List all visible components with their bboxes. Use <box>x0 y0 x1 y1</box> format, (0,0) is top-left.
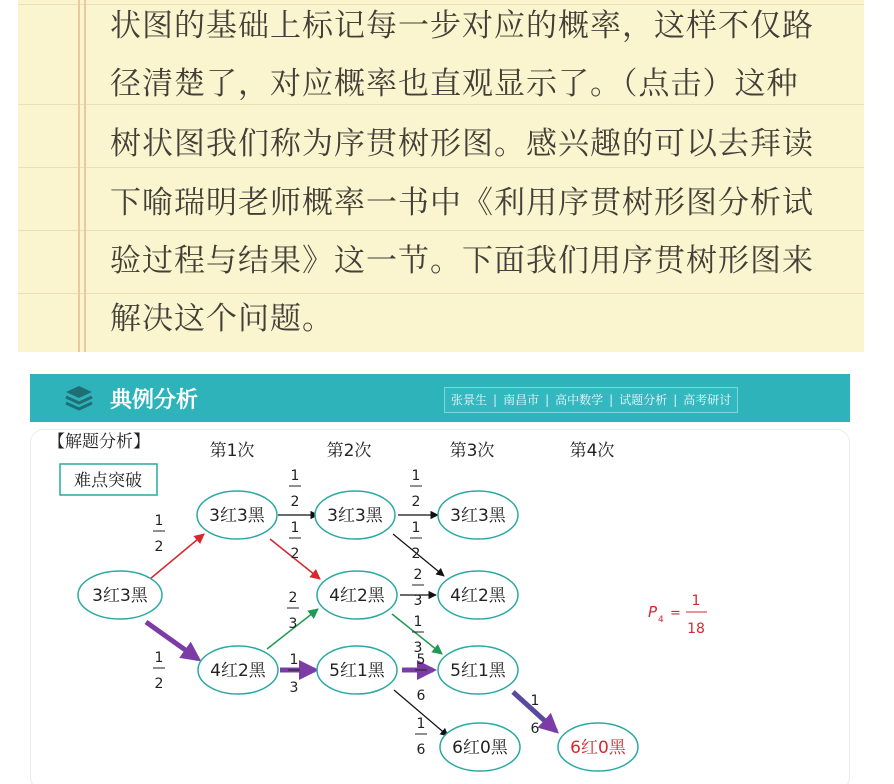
prob-s2top-s3top <box>410 468 422 510</box>
margin-line <box>78 0 80 352</box>
tag-author: 张景生 <box>451 393 488 407</box>
node-label: 6红0黑 <box>570 738 626 758</box>
result-equals: = <box>670 606 681 621</box>
column-header: 第2次 <box>326 441 372 461</box>
node-s2-top <box>315 491 395 539</box>
prob-root-top <box>153 513 165 555</box>
prob-denominator: 2 <box>411 494 421 510</box>
node-label: 5红1黑 <box>329 661 385 681</box>
node-label: 4红2黑 <box>210 661 266 681</box>
note-panel <box>18 0 864 352</box>
margin-line <box>84 0 86 352</box>
node-label: 3红3黑 <box>327 506 383 526</box>
section-label: 【解题分析】 <box>48 432 150 452</box>
prob-denominator: 3 <box>288 616 298 632</box>
prob-denominator: 3 <box>413 640 423 656</box>
note-line: 径清楚了，对应概率也直观显示了。（点击）这种 <box>110 66 799 102</box>
author-tags: 张景生 | 南昌市 | 高中数学 | 试题分析 | 高考研讨 <box>444 387 738 413</box>
tag-subject: 高中数学 <box>555 393 604 407</box>
prob-numerator: 1 <box>154 650 164 666</box>
prob-numerator: 1 <box>289 652 299 668</box>
prob-numerator: 2 <box>288 590 298 606</box>
example-slide <box>30 374 850 784</box>
node-label: 6红0黑 <box>452 738 508 758</box>
node-s2-bot <box>317 646 397 694</box>
tag-topic: 试题分析 <box>619 393 668 407</box>
prob-s1top-s2mid <box>289 520 301 562</box>
node-label: 4红2黑 <box>450 586 506 606</box>
node-s3-low <box>438 646 518 694</box>
note-line: 验过程与结果》这一节。下面我们用序贯树形图来 <box>110 243 814 279</box>
prob-numerator: 1 <box>290 520 300 536</box>
prob-denominator: 2 <box>411 546 421 562</box>
node-root <box>78 571 162 619</box>
node-s4-end <box>558 723 638 771</box>
prob-denominator: 3 <box>413 593 423 609</box>
node-s1-bot <box>198 646 278 694</box>
prob-numerator: 1 <box>290 468 300 484</box>
slide-title: 典例分析 <box>110 388 199 413</box>
node-s3-mid <box>438 571 518 619</box>
note-line: 状图的基础上标记每一步对应的概率，这样不仅路 <box>110 8 814 44</box>
note-line: 树状图我们称为序贯树形图。感兴趣的可以去拜读 <box>110 126 814 162</box>
node-label: 3红3黑 <box>450 506 506 526</box>
node-label: 5红1黑 <box>450 661 506 681</box>
prob-numerator: 1 <box>154 513 164 529</box>
prob-denominator: 2 <box>290 546 300 562</box>
node-label: 3红3黑 <box>209 506 265 526</box>
column-header: 第3次 <box>449 441 495 461</box>
result-subscript: 4 <box>658 615 664 625</box>
sequential-tree-diagram <box>30 374 850 784</box>
prob-denominator: 6 <box>530 721 540 737</box>
prob-denominator: 3 <box>289 680 299 696</box>
tag-category: 高考研讨 <box>683 393 732 407</box>
prob-denominator: 6 <box>416 742 426 758</box>
node-label: 3红3黑 <box>92 586 148 606</box>
prob-root-bot <box>153 650 165 692</box>
prob-numerator: 2 <box>413 567 423 583</box>
tag-city: 南昌市 <box>503 393 540 407</box>
prob-denominator: 2 <box>154 539 164 555</box>
result-numerator: 1 <box>691 593 701 609</box>
result-symbol: P <box>648 603 658 621</box>
prob-numerator: 5 <box>416 652 426 668</box>
prob-numerator: 1 <box>411 520 421 536</box>
column-header: 第4次 <box>569 441 615 461</box>
node-label: 4红2黑 <box>329 586 385 606</box>
prob-s1bot-s2mid <box>287 590 299 632</box>
prob-s2bot-s3low <box>415 652 427 704</box>
note-line: 下喻瑞明老师概率一书中《利用序贯树形图分析试 <box>110 185 814 221</box>
prob-denominator: 2 <box>154 676 164 692</box>
prob-s2bot-s3bot <box>415 716 427 758</box>
prob-numerator: 1 <box>416 716 426 732</box>
prob-s1bot-s2bot <box>288 652 300 696</box>
prob-denominator: 2 <box>290 494 300 510</box>
hint-button[interactable]: 难点突破 <box>74 471 142 491</box>
prob-s1top-s2top <box>289 468 301 510</box>
result-formula <box>648 593 707 637</box>
prob-numerator: 1 <box>530 693 540 709</box>
node-s2-mid <box>317 571 397 619</box>
node-s3-bot <box>440 723 520 771</box>
result-denominator: 18 <box>687 621 705 637</box>
column-header: 第1次 <box>209 441 255 461</box>
prob-denominator: 6 <box>416 688 426 704</box>
prob-numerator: 1 <box>411 468 421 484</box>
prob-numerator: 1 <box>413 614 423 630</box>
prob-s2mid-s3mid <box>412 567 424 609</box>
node-s3-top <box>438 491 518 539</box>
note-line: 解决这个问题。 <box>110 301 334 337</box>
prob-s2top-s3mid <box>410 520 422 562</box>
node-s1-top <box>197 491 277 539</box>
